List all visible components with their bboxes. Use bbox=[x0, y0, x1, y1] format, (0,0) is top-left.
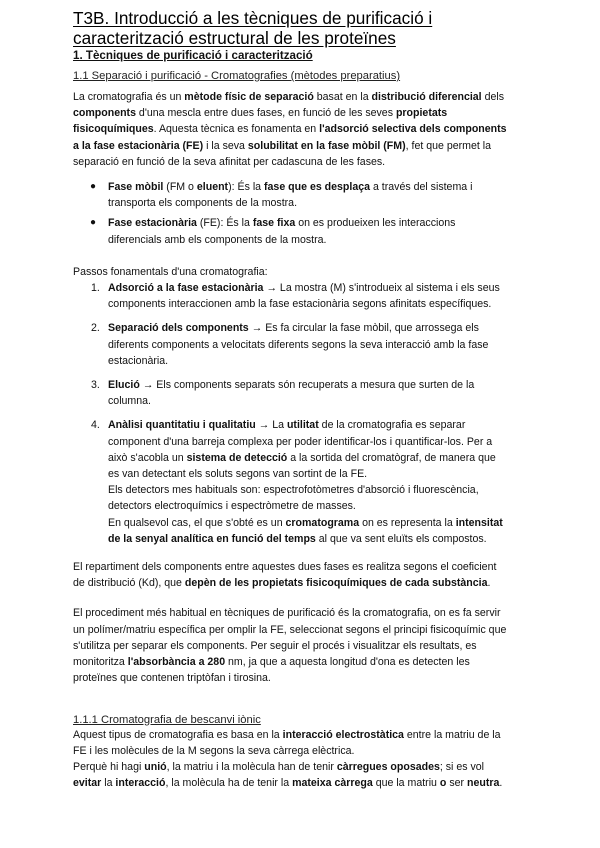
intro-line: La cromatografia és un mètode físic de separació basat en la distribució diferencial dels bbox=[73, 91, 505, 103]
bullet-dot-icon: ● bbox=[90, 217, 97, 229]
partition-paragraph: El repartiment dels components entre aquestes dues fases es realitza segons el coeficient de distribució (Kd), que depèn de les propietats fisicoquímiques de cada substància. bbox=[73, 561, 497, 590]
document-page bbox=[73, 8, 533, 791]
intro-line: a la fase estacionària (FE) i la seva solubilitat en la fase mòbil (FM), fet que permet la bbox=[73, 139, 492, 152]
procedure-paragraph: El procediment més habitual en tècniques de purificació és la cromatografia, on es fa servir un polímer/matriu específica per omplir la FE, seleccionat segons el principi fisicoquímic que s'utilitza per separar els components. Per seguir el procés i visualitzar els resultats, es monitoritza l'absorbància a 280 nm, ja que a aquesta longitud d'ona es detecten les proteïnes que contenen triptòfan i tirosina. bbox=[73, 607, 507, 685]
step-number: 3. bbox=[91, 379, 100, 392]
section-heading-1: 1. Tècniques de purificació i caracterització bbox=[73, 49, 313, 62]
bullet-dot-icon: ● bbox=[90, 181, 97, 193]
document-title-line-1: T3B. Introducció a les tècniques de purificació i bbox=[73, 8, 433, 28]
step-number: 1. bbox=[91, 282, 100, 295]
subsection-heading-1-1: 1.1 Separació i purificació - Cromatografies (mètodes preparatius) bbox=[73, 70, 401, 82]
intro-paragraph bbox=[73, 89, 533, 170]
step-item-elution: 3. Elució → Els components separats són recuperats a mesura que surten de la columna. bbox=[91, 379, 475, 408]
document-title-line-2: caracterització estructural de les proteïnes bbox=[73, 28, 396, 48]
document-title bbox=[73, 8, 533, 48]
steps-intro-text: Passos fonamentals d'una cromatografia: bbox=[73, 265, 268, 278]
intro-line: separació en funció de la seva afinitat per cadascuna de les fases. bbox=[73, 155, 386, 168]
bullet-item-stationary-phase: ● Fase estacionària (FE): És la fase fixa on es produeixen les interaccions diferencials amb els components de la mostra. bbox=[90, 217, 456, 246]
steps-list bbox=[73, 280, 533, 547]
step-item-analysis: 4. Anàlisi quantitatiu i qualitatiu → La utilitat de la cromatografia es separar component d'una barreja complexa per poder identificar-los i quantificar-los. Per a això s'acobla un sistema de detecció a la sortida del cromatògraf, de manera que es van detectant els soluts segons van sortint de la FE. Els detectors mes habituals son: espectrofotòmetres d'absorció i fluorescència, detectors electroquímics i espectròmetre de masses. En qualsevol cas, el que s'obté es un cromatograma on es representa la intensitat de la senyal analítica en funció del temps al que va sent eluïts els compostos. bbox=[91, 419, 503, 545]
bullet-item-mobile-phase: ● Fase mòbil (FM o eluent): És la fase que es desplaça a través del sistema i transporta els components de la mostra. bbox=[90, 181, 473, 210]
phases-bullet-list bbox=[73, 179, 533, 248]
ion-exchange-paragraph: Aquest tipus de cromatografia es basa en la interacció electrostàtica entre la matriu de la FE i les molècules de la M segons la seva càrrega elèctrica. Perquè hi hagi unió, la matriu i la molècula han de tenir càrregues oposades; si es vol evitar la interacció, la molècula ha de tenir la mateixa càrrega que la matriu o ser neutra. bbox=[73, 728, 503, 790]
step-number: 2. bbox=[91, 322, 100, 335]
intro-line: fisicoquímiques. Aquesta tècnica es fonamenta en l'adsorció selectiva dels components bbox=[73, 123, 507, 136]
step-number: 4. bbox=[91, 419, 100, 432]
subsection-heading-1-1-1: 1.1.1 Cromatografia de bescanvi iònic bbox=[73, 713, 261, 726]
step-item-adsorption: 1. Adsorció a la fase estacionària → La mostra (M) s'introdueix al sistema i els seus components interaccionen amb la fase estacionària segons afinitats específiques. bbox=[91, 282, 500, 311]
intro-line: components d'una mescla entre dues fases, en funció de les seves propietats bbox=[73, 107, 448, 120]
step-item-separation: 2. Separació dels components → Es fa circular la fase mòbil, que arrossega els diferents components a velocitats diferents segons la seva interacció amb la fase estacionària. bbox=[91, 322, 489, 367]
